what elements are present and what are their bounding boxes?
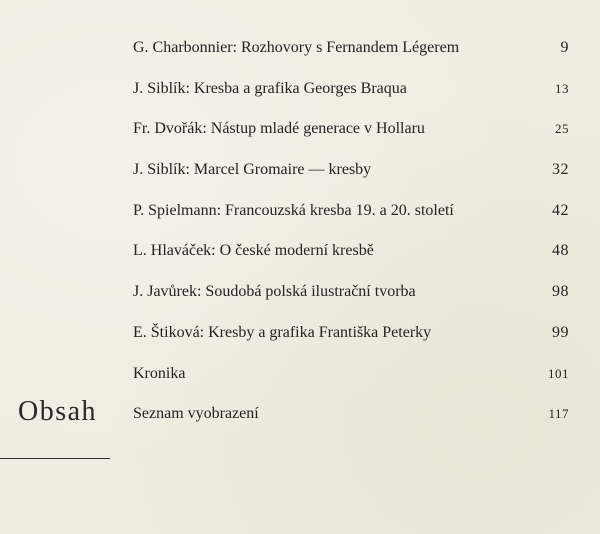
toc-entry [133, 119, 569, 160]
toc-entry-page: 25 [555, 121, 569, 137]
toc-entry-page: 48 [552, 242, 569, 260]
toc-entry-page: 99 [552, 323, 569, 341]
toc-entry [133, 160, 569, 201]
section-title: Obsah [18, 396, 98, 427]
toc-entry-page: 13 [555, 80, 569, 96]
toc-entry-page: 32 [552, 161, 569, 179]
toc-entry-page: 117 [548, 406, 569, 422]
toc-entry [133, 241, 569, 282]
toc-entry [133, 323, 569, 364]
toc-entry-title: J. Siblík: Marcel Gromaire — kresby [133, 161, 372, 179]
toc-entry [133, 404, 569, 445]
toc-entry-page: 42 [552, 201, 569, 219]
toc-entry-title: Seznam vyobrazení [133, 405, 259, 423]
toc-entry-title: J. Javůrek: Soudobá polská ilustrační tvorba [133, 283, 416, 301]
toc-entry [133, 282, 569, 323]
toc-entry-title: Kronika [133, 364, 186, 382]
title-underline [0, 458, 110, 459]
toc-entry-title: J. Siblík: Kresba a grafika Georges Braqua [133, 79, 407, 97]
toc-entry-title: E. Štiková: Kresby a grafika Františka Peterky [133, 323, 432, 341]
toc-entry-title: L. Hlaváček: O české moderní kresbě [133, 242, 374, 260]
toc-entry [133, 79, 569, 120]
toc-entry-page: 98 [552, 283, 569, 301]
toc-entry [133, 201, 569, 242]
toc-entry-page: 101 [548, 365, 569, 381]
toc-entry [133, 38, 569, 79]
toc-entry [133, 364, 569, 405]
toc-entry-page: 9 [560, 39, 569, 56]
table-of-contents [133, 38, 569, 445]
toc-entry-title: Fr. Dvořák: Nástup mladé generace v Hollaru [133, 120, 425, 138]
toc-entry-title: G. Charbonnier: Rozhovory s Fernandem Légerem [133, 39, 460, 56]
toc-entry-title: P. Spielmann: Francouzská kresba 19. a 20. století [133, 201, 454, 219]
